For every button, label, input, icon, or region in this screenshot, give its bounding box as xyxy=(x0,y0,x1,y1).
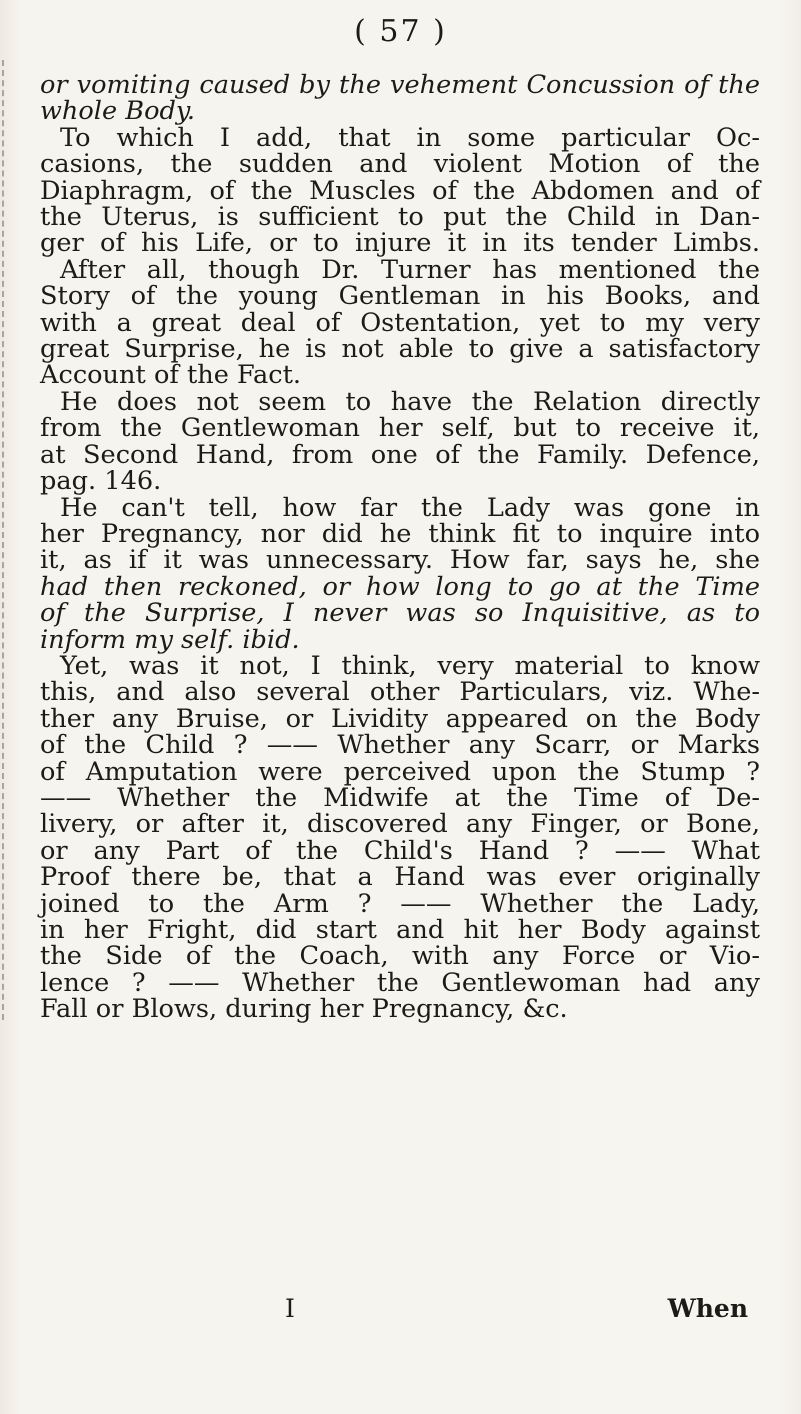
text-line: whole Body. xyxy=(40,96,196,127)
text-line: joined to the Arm ? —— Whether the Lady, xyxy=(40,888,760,919)
text-line: great Surprise, he is not able to give a satisfactory xyxy=(40,334,760,365)
text-line: casions, the sudden and violent Motion of the xyxy=(40,149,760,180)
text-line: Diaphragm, of the Muscles of the Abdomen and of xyxy=(40,175,760,206)
text-line: Account of the Fact. xyxy=(40,360,302,391)
text-line: pag. 146. xyxy=(40,466,162,497)
text-line: To which I add, that in some particular Oc- xyxy=(60,122,760,153)
text-line: He does not seem to have the Relation directly xyxy=(60,386,760,417)
text-line: from the Gentlewoman her self, but to receive it, xyxy=(40,413,760,444)
text-line: her Pregnancy, nor did he think fit to inquire into xyxy=(40,518,760,549)
text-line: After all, though Dr. Turner has mentioned the xyxy=(60,254,760,285)
text-line: Fall or Blows, during her Pregnancy, &c. xyxy=(40,994,568,1025)
body-text xyxy=(40,72,760,1023)
text-line: the Uterus, is sufficient to put the Child in Dan- xyxy=(40,202,760,233)
text-line: the Side of the Coach, with any Force or Vio- xyxy=(40,941,760,972)
text-line: livery, or after it, discovered any Finger, or Bone, xyxy=(40,809,760,840)
text-line: of Amputation were perceived upon the Stump ? xyxy=(40,756,760,787)
text-line: lence ? —— Whether the Gentlewoman had any xyxy=(40,967,760,998)
text-line: Proof there be, that a Hand was ever originally xyxy=(40,862,760,893)
text-line: Story of the young Gentleman in his Books, and xyxy=(40,281,760,312)
text-line: —— Whether the Midwife at the Time of De- xyxy=(40,782,760,813)
text-line: it, as if it was unnecessary. How far, says he, she xyxy=(40,545,760,576)
text-line: at Second Hand, from one of the Family. Defence, xyxy=(40,439,760,470)
text-line: He can't tell, how far the Lady was gone in xyxy=(60,492,760,523)
text-line: or any Part of the Child's Hand ? —— What xyxy=(40,835,760,866)
text-line: inform my self. ibid. xyxy=(40,624,300,655)
text-line: or vomiting caused by the vehement Concussion of the xyxy=(40,70,760,100)
text-line: ther any Bruise, or Lividity appeared on the Body xyxy=(40,703,760,734)
page-number: ( 57 ) xyxy=(354,14,447,49)
text-line: in her Fright, did start and hit her Body against xyxy=(40,915,760,945)
signature-mark: I xyxy=(285,1294,295,1323)
text-line: Yet, was it not, I think, very material to know xyxy=(60,650,760,681)
text-line: with a great deal of Ostentation, yet to my very xyxy=(40,307,760,338)
text-line: this, and also several other Particulars, viz. Whe- xyxy=(40,677,760,708)
binding-edge xyxy=(2,60,14,1020)
catchword: When xyxy=(667,1294,748,1323)
text-line: of the Surprise, I never was so Inquisitive, as to xyxy=(40,598,760,629)
text-line: had then reckoned, or how long to go at the Time xyxy=(40,571,760,602)
text-line: of the Child ? —— Whether any Scarr, or Marks xyxy=(40,730,760,761)
text-line: ger of his Life, or to injure it in its tender Limbs. xyxy=(40,228,760,259)
